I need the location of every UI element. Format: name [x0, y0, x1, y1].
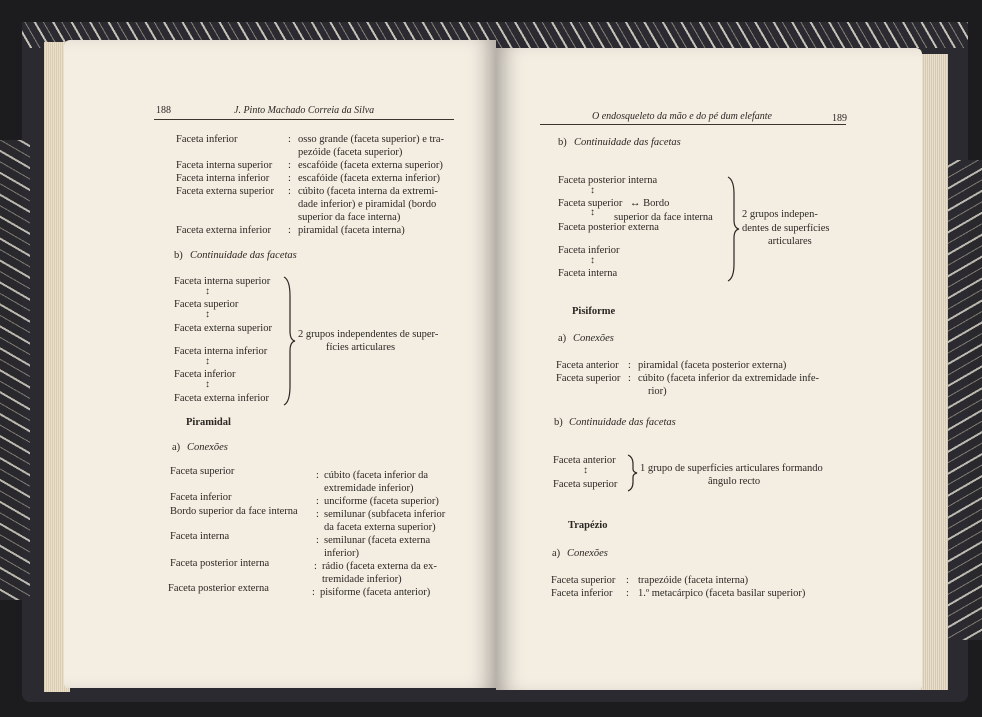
cont-item: Faceta interna superior [174, 276, 271, 287]
term: Faceta interna superior [176, 160, 273, 171]
header-rule [540, 124, 846, 125]
desc: escafóide (faceta externa superior) [298, 160, 443, 171]
cont-note: ângulo recto [708, 476, 761, 487]
term: Faceta posterior interna [170, 558, 270, 569]
desc: dade inferior) e piramidal (bordo [298, 199, 437, 210]
page-number: 188 [156, 105, 171, 116]
sep: : [628, 373, 631, 384]
sep: : [288, 225, 291, 236]
arrow-icon: ↕ [590, 207, 595, 218]
term: Faceta interna [170, 531, 230, 542]
arrow-icon: ↕ [590, 185, 595, 196]
term: Faceta superior [170, 466, 235, 477]
arrow-icon: ↕ [205, 309, 210, 320]
marbled-cover-left [0, 140, 30, 600]
section-title: Piramidal [186, 417, 231, 428]
section-prefix: b) [554, 417, 563, 428]
cont-item: Faceta superior [558, 198, 623, 209]
arrow-icon: ↕ [205, 286, 210, 297]
cont-item: Faceta inferior [174, 369, 236, 380]
continuidade-heading: Continuidade das facetas [190, 250, 297, 261]
right-page [496, 48, 922, 690]
desc: cúbito (faceta inferior da extremidade infe- [638, 373, 820, 384]
conexoes-heading: Conexões [573, 333, 614, 344]
term: Faceta superior [551, 575, 616, 586]
brace-icon [726, 176, 740, 282]
cont-item: Faceta interna inferior [174, 346, 268, 357]
sep: : [626, 575, 629, 586]
cont-item: Faceta posterior interna [558, 175, 658, 186]
section-prefix: a) [172, 442, 181, 453]
term: Faceta interna inferior [176, 173, 270, 184]
running-head: O endosqueleto da mão e do pé dum elefante [592, 111, 772, 122]
desc: escafóide (faceta externa inferior) [298, 173, 440, 184]
term: Faceta superior [556, 373, 621, 384]
cont-note: 2 grupos indepen- [742, 209, 818, 220]
page-number: 189 [832, 113, 847, 124]
cont-note: dentes de superfícies [742, 223, 830, 234]
arrow-icon: ↕ [583, 465, 588, 476]
desc: semilunar (faceta externa [324, 535, 431, 546]
desc: 1.º metacárpico (faceta basilar superior) [638, 588, 806, 599]
term: Faceta externa superior [176, 186, 274, 197]
term: Faceta inferior [170, 492, 232, 503]
cont-item: Faceta anterior [553, 455, 616, 466]
desc: osso grande (faceta superior) e tra- [298, 134, 445, 145]
cont-item: Faceta interna [558, 268, 618, 279]
desc: cúbito (faceta inferior da [324, 470, 429, 481]
arrow-icon: ↕ [590, 255, 595, 266]
term: Faceta posterior externa [168, 583, 269, 594]
sep: : [628, 360, 631, 371]
sep: : [316, 470, 319, 481]
cont-note: fícies articulares [326, 342, 396, 353]
cont-note: 2 grupos independentes de super- [298, 329, 439, 340]
continuidade-heading: Continuidade das facetas [569, 417, 676, 428]
term: Faceta inferior [551, 588, 613, 599]
desc: da faceta externa superior) [324, 522, 436, 533]
section-prefix: b) [174, 250, 183, 261]
desc: unciforme (faceta superior) [324, 496, 439, 507]
arrow-icon: ↕ [205, 356, 210, 367]
section-prefix: b) [558, 137, 567, 148]
term: Faceta inferior [176, 134, 238, 145]
cont-item: Faceta superior [553, 479, 618, 490]
brace-icon [282, 276, 296, 406]
sep: : [288, 134, 291, 145]
desc: extremidade inferior) [324, 483, 414, 494]
arrow-icon: ↕ [205, 379, 210, 390]
desc: tremidade inferior) [322, 574, 402, 585]
sep: : [314, 561, 317, 572]
left-page [64, 40, 496, 688]
desc: rádio (faceta externa da ex- [322, 561, 437, 572]
conexoes-heading: Conexões [567, 548, 608, 559]
brace-icon [626, 454, 638, 492]
cont-item: Faceta inferior [558, 245, 620, 256]
desc: cúbito (faceta interna da extremi- [298, 186, 438, 197]
section-title: Pisiforme [572, 306, 616, 317]
section-title: Trapézio [568, 520, 608, 531]
sep: : [316, 496, 319, 507]
continuidade-heading: Continuidade das facetas [574, 137, 681, 148]
sep: : [288, 160, 291, 171]
term: Faceta anterior [556, 360, 619, 371]
desc: trapezóide (faceta interna) [638, 575, 749, 586]
sep: : [316, 535, 319, 546]
section-prefix: a) [558, 333, 567, 344]
sep: : [288, 173, 291, 184]
desc: semilunar (subfaceta inferior [324, 509, 446, 520]
cont-item: superior da face interna [614, 212, 713, 223]
page-edges-right [918, 54, 948, 690]
cont-item: Faceta externa inferior [174, 393, 270, 404]
desc: inferior) [324, 548, 359, 559]
section-prefix: a) [552, 548, 561, 559]
running-head: J. Pinto Machado Correia da Silva [234, 105, 375, 116]
desc: rior) [648, 386, 667, 397]
cont-item: Faceta posterior externa [558, 222, 659, 233]
conexoes-heading: Conexões [187, 442, 228, 453]
desc: pezóide (faceta superior) [298, 147, 403, 158]
desc: piramidal (faceta posterior externa) [638, 360, 787, 371]
sep: : [312, 587, 315, 598]
cont-item: Faceta externa superior [174, 323, 272, 334]
desc: superior da face interna) [298, 212, 401, 223]
header-rule [154, 119, 454, 120]
sep: : [316, 509, 319, 520]
desc: pisiforme (faceta anterior) [320, 587, 431, 598]
term: Bordo superior da face interna [170, 506, 298, 517]
sep: : [288, 186, 291, 197]
cont-item: ↔ Bordo [630, 198, 670, 209]
cont-item: Faceta superior [174, 299, 239, 310]
cont-note: articulares [768, 236, 812, 247]
desc: piramidal (faceta interna) [298, 225, 405, 236]
marbled-cover-right [948, 160, 982, 640]
term: Faceta externa inferior [176, 225, 272, 236]
sep: : [626, 588, 629, 599]
cont-note: 1 grupo de superfícies articulares formando [640, 463, 823, 474]
